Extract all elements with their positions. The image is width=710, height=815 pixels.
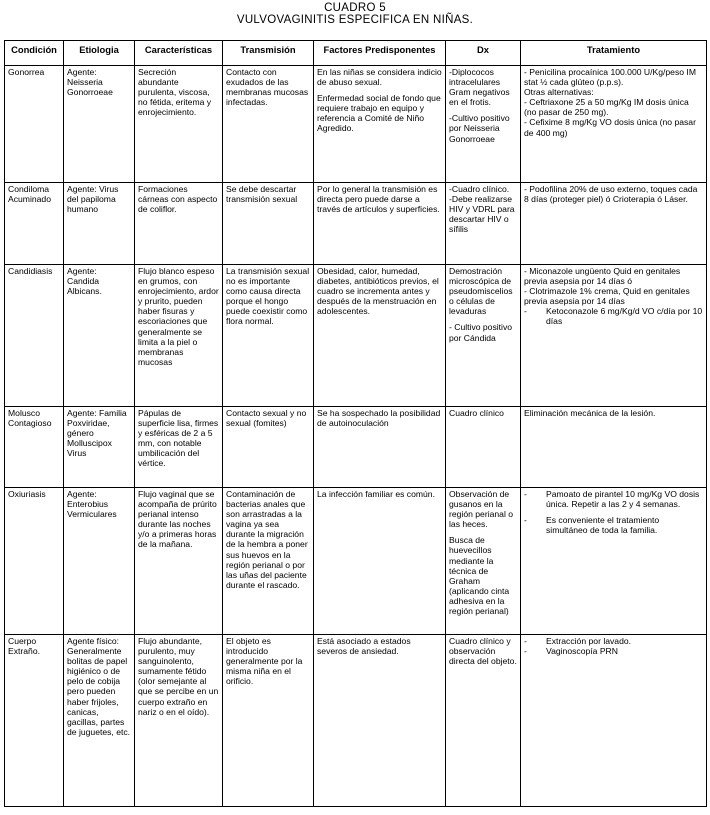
header-row (5, 41, 707, 66)
table-title: VULVOVAGINITIS ESPECIFICA EN NIÑAS. (236, 14, 474, 26)
table-row (5, 407, 707, 488)
cell-tratamiento: Eliminación mecánica de la lesión. (521, 407, 707, 488)
cell-caracteristicas: Flujo vaginal que se acompaña de prúrito perianal intenso durante las noches y/o a primeras horas de la mañana. (135, 488, 223, 635)
dx-line: Demostración microscópica de pseudomiscelios o células de levaduras (449, 266, 513, 317)
cell-transmision: El objeto es introducido generalmente por la misma niña en el orificio. (223, 635, 314, 807)
dx-line: -Diplococos intracelulares Gram negativos en el frotis. (449, 67, 510, 108)
tratamiento-line: - Ceftriaxone 25 a 50 mg/Kg IM dosis única (no pasar de 250 mg). (524, 97, 689, 118)
dx-line: -Cultivo positivo por Neisseria Gonorroeae (449, 113, 510, 144)
factores-line: En las niñas se considera indicio de abuso sexual. (317, 67, 442, 88)
tratamiento-line: - Cefixime 8 mg/Kg VO dosis única (no pasar de 400 mg) (524, 117, 696, 138)
tratamiento-line: Pamoato de pirantel 10 mg/Kg VO dosis única. Repetir a las 2 y 4 semanas. (546, 489, 700, 510)
cell-caracteristicas: Flujo abundante, purulento, muy sanguinolento, sumamente fétido (olor semejante al que se percibe en un cuerpo extraño en nariz o en el oído). (135, 635, 223, 807)
cell-factores: Se ha sospechado la posibilidad de autoinoculación (314, 407, 446, 488)
dash-bullet: - (524, 646, 527, 657)
cell-tratamiento (521, 66, 707, 183)
cell-factores: Está asociado a estados severos de ansiedad. (314, 635, 446, 807)
dx-line: Busca de huevecillos mediante la técnica de Graham (aplicando cinta adhesiva en la región perianal) (449, 535, 510, 617)
dx-line: - Cultivo positivo por Cándida (449, 322, 513, 343)
tratamiento-line: - Penicilina procaínica 100.000 U/Kg/peso IM stat ½ cada glúteo (p.p.s). (524, 67, 696, 88)
cell-factores: Por lo general la transmisión es directa pero puede darse a través de artículos y superficies. (314, 183, 446, 265)
header-transmision: Transmisión (223, 41, 314, 66)
dash-bullet: - (524, 636, 527, 646)
cell-factores: Obesidad, calor, humedad, diabetes, antibióticos previos, el cuadro se incrementa antes y después de la menstruación en adolescentes. (314, 265, 446, 407)
tratamiento-line: Ketoconazole 6 mg/Kg/d VO c/día por 10 días (546, 306, 703, 327)
table-row (5, 183, 707, 265)
tratamiento-line: Otras alternativas: (524, 87, 594, 98)
vulvovaginitis-table (4, 40, 707, 807)
header-condicion: Condición (5, 41, 64, 66)
table-row (5, 66, 707, 183)
cell-transmision: Se debe descartar transmisión sexual (223, 183, 314, 265)
header-etiologia: Etiologia (64, 41, 135, 66)
cell-caracteristicas: Secreción abundante purulenta, viscosa, no fétida, eritema y enrojecimiento. (135, 66, 223, 183)
cell-etiologia: Agente físico: Generalmente bolitas de papel higiénico o de pelo de cobija pero pueden haber frijoles, canicas, gacillas, partes de juguetes, etc. (64, 635, 135, 807)
tratamiento-line: - Miconazole ungüento Quid en genitales previa asepsia por 14 días ó (524, 266, 681, 287)
cell-dx (446, 488, 521, 635)
cell-transmision: Contacto sexual y no sexual (fomites) (223, 407, 314, 488)
cell-dx: Cuadro clínico y observación directa del objeto. (446, 635, 521, 807)
cell-tratamiento (521, 635, 707, 807)
dash-bullet: - (524, 306, 527, 317)
cell-dx (446, 183, 521, 265)
cell-condicion: Condiloma Acuminado (5, 183, 64, 265)
cell-condicion: Cuerpo Extraño. (5, 635, 64, 807)
cell-condicion: Candidiasis (5, 265, 64, 407)
tratamiento-item (524, 515, 703, 535)
cell-condicion: Molusco Contagioso (5, 407, 64, 488)
cell-condicion: Gonorrea (5, 66, 64, 183)
tratamiento-item (524, 636, 703, 646)
dash-bullet: - (524, 515, 527, 526)
cell-dx: Cuadro clínico (446, 407, 521, 488)
cell-tratamiento (521, 488, 707, 635)
cell-etiologia: Agente: Candida Albicans. (64, 265, 135, 407)
cell-transmision: Contaminación de bacterias anales que son arrastradas a la vagina ya sea durante la migración de la hembra a poner sus huevos en la región perianal o por las uñas del paciente durante el rascado. (223, 488, 314, 635)
tratamiento-item (524, 306, 703, 326)
dx-line: -Cuadro clínico. (449, 184, 510, 194)
cell-tratamiento: - Podofilina 20% de uso externo, toques cada 8 días (proteger piel) ó Crioterapia ó Láser. (521, 183, 707, 265)
cell-dx (446, 265, 521, 407)
tratamiento-line: Es conveniente el tratamiento simultáneo de toda la familia. (546, 515, 660, 536)
cell-transmision: Contacto con exudados de las membranas mucosas infectadas. (223, 66, 314, 183)
cell-tratamiento (521, 265, 707, 407)
cell-factores (314, 66, 446, 183)
cell-etiologia: Agente: Neisseria Gonorroeae (64, 66, 135, 183)
dx-line: Observación de gusanos en la región perianal o las heces. (449, 489, 514, 530)
table-number: CUADRO 5 (324, 2, 386, 14)
dash-bullet: - (524, 489, 527, 499)
tratamiento-line: Extracción por lavado. (546, 636, 632, 646)
cell-etiologia: Agente: Virus del papiloma humano (64, 183, 135, 265)
dx-line: -Debe realizarse HIV y VDRL para descartar HIV o sífilis (449, 194, 515, 235)
table-row (5, 265, 707, 407)
title-block (0, 0, 710, 27)
cell-caracteristicas: Pápulas de superficie lisa, firmes y esféricas de 2 a 5 mm, con notable umbilicación del vértice. (135, 407, 223, 488)
header-tratamiento: Tratamiento (521, 41, 707, 66)
tratamiento-item (524, 646, 703, 656)
cell-factores: La infección familiar es común. (314, 488, 446, 635)
cell-dx (446, 66, 521, 183)
tratamiento-line: - Clotrimazole 1% crema, Quid en genitales previa asepsia por 14 días (524, 286, 690, 307)
cell-caracteristicas: Formaciones cárneas con aspecto de coliflor. (135, 183, 223, 265)
header-factores: Factores Predisponentes (314, 41, 446, 66)
tratamiento-line: Vaginoscopía PRN (546, 646, 618, 657)
cell-etiologia: Agente: Familia Poxviridae, género Molluscipox Virus (64, 407, 135, 488)
tratamiento-item (524, 489, 703, 509)
cell-caracteristicas: Flujo blanco espeso en grumos, con enrojecimiento, ardor y prurito, pueden haber fisuras y escoriaciones que generalmente se limita a la piel o membranas mucosas (135, 265, 223, 407)
header-dx: Dx (446, 41, 521, 66)
table-row (5, 635, 707, 807)
cell-transmision: La transmisión sexual no es importante como causa directa porque el hongo puede coexistir como flora normal. (223, 265, 314, 407)
cell-condicion: Oxiuriasis (5, 488, 64, 635)
cell-etiologia: Agente: Enterobius Vermiculares (64, 488, 135, 635)
table-row (5, 488, 707, 635)
header-caracteristicas: Características (135, 41, 223, 66)
factores-line: Enfermedad social de fondo que requiere trabajo en equipo y referencia a Comité de Niño Agredido. (317, 93, 441, 134)
